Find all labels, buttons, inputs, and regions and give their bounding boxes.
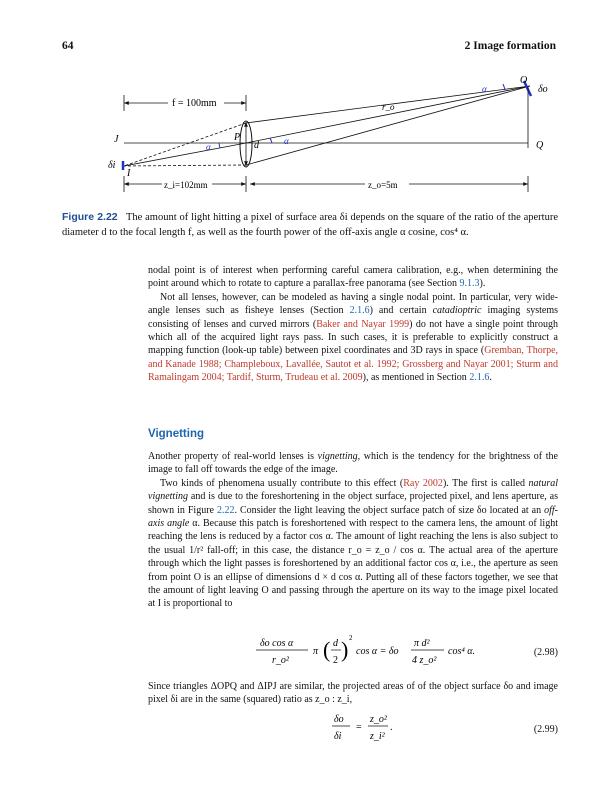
svg-text:2: 2 [333, 655, 338, 666]
ray-image-lower [124, 165, 246, 166]
svg-text:cos⁴ α.: cos⁴ α. [448, 646, 476, 657]
svg-text:δi: δi [334, 731, 342, 742]
svg-text:(: ( [323, 637, 331, 662]
running-header: 2 Image formation [464, 40, 556, 52]
section-heading-vignetting: Vignetting [148, 428, 205, 440]
ray-o-center [246, 86, 530, 143]
citation-ray[interactable]: Ray 2002 [403, 477, 443, 489]
svg-text:π d²: π d² [414, 638, 430, 649]
paragraph-single-nodal: Not all lenses, however, can be modeled as having a single nodal point. In particular, very wide-angle lenses such as fisheye lenses (Section 2.1.6) and certain catadioptric imaging systems consisting of lenses and curved mirrors (Baker and Nayar 1999) do not have a single point through which all of the acquired light rays pass. In such cases, it is preferable to explicitly construct a mapping function (look-up table) between pixel coordinates and 3D rays in space (Gremban, Thorpe, and Kanade 1988; Champleboux, Lavallée, Sautot et al. 1992; Grossberg and Nayar 2001; Sturm and Ramalingam 2004; Tardif, Sturm, Trudeau et al. 2009), as mentioned in Section 2.1.6. [148, 291, 559, 384]
citation-baker-nayar[interactable]: Baker and Nayar 1999 [316, 318, 410, 330]
page-number: 64 [62, 40, 74, 52]
svg-text:4 z_o²: 4 z_o² [412, 655, 437, 666]
figure-link-2-22[interactable]: 2.22 [216, 504, 235, 516]
section-link-9-1-3[interactable]: 9.1.3 [459, 278, 480, 290]
svg-text:): ) [341, 637, 349, 662]
caption-label: Figure 2.22 [62, 211, 118, 223]
alpha-arc-lens [270, 138, 272, 143]
alpha-arc-image [219, 143, 220, 148]
label-zo: z_o=5m [368, 180, 398, 190]
body-text-vignetting [148, 450, 558, 611]
label-O: O [520, 75, 528, 86]
svg-text:z_i²: z_i² [370, 731, 385, 742]
paragraph-similar-triangles: Since triangles ΔOPQ and ΔIPJ are similar, the projected areas of of the object surface δo and image pixel δi are in the same (squared) ratio as z_o : z_i, [148, 681, 558, 706]
svg-text:δo cos α: δo cos α [260, 638, 294, 649]
section-link-2-1-6b[interactable]: 2.1.6 [469, 372, 490, 384]
f-label: f = 100mm [172, 98, 217, 109]
label-zi: z_i=102mm [164, 180, 208, 190]
svg-text:2: 2 [349, 634, 353, 642]
equation-2-99 [328, 706, 418, 750]
ray-image-center [124, 143, 246, 166]
section-link-2-1-6[interactable]: 2.1.6 [349, 305, 370, 317]
paragraph-nodal-point: nodal point is of interest when performing careful camera calibration, e.g., when determining the point around which to rotate to capture a parallax-free panorama (see Section 9.1.3). [148, 265, 558, 290]
label-alpha-lens: α [284, 136, 289, 146]
label-P: P [234, 132, 241, 143]
svg-text:z_o²: z_o² [370, 714, 387, 725]
citation-list[interactable]: Gremban, Thorpe, and Kanade 1988; Champleboux, Lavallée, Sautot et al. 1992; Grossberg and Nayar 2001; Sturm and Ramalingam 2004; Tardif, Sturm, Trudeau et al. 2009 [148, 345, 559, 384]
label-d: d [254, 140, 259, 151]
svg-text:d: d [333, 638, 338, 649]
caption-text: The amount of light hitting a pixel of surface area δi depends on the square of the ratio of the aperture diameter d to the focal length f, as well as the fourth power of the off-axis angle α cosine, cos⁴ α. [62, 212, 558, 238]
svg-text:cos α = δo: cos α = δo [356, 646, 399, 657]
label-delta-o: δo [538, 84, 548, 95]
label-Q: Q [536, 140, 544, 151]
label-delta-i: δi [108, 160, 116, 171]
equation-2-98 [250, 630, 476, 670]
paragraph-natural-vignetting: Two kinds of phenomena usually contribute to this effect (Ray 2002). The first is called natural vignetting and is due to the foreshortening in the object surface, projected pixel, and lens aperture, as shown in Figure 2.22. Consider the light leaving the object surface patch of size δo located at an off-axis angle α. Because this patch is foreshortened with respect to the camera lens, the amount of light reaching the lens is reduced by a factor cos α. The amount of light reaching the lens is also subject to the usual 1/r² fall-off; in this case, the distance r_o = z_o / cos α. The actual area of the aperture through which the light passes is foreshortened by an additional factor cos α, i.e., the aperture as seen from point O is an ellipse of dimensions d × d cos α. Putting all of these factors together, we see that the amount of light leaving O and passing through the aperture on its way to the image pixel located at I is proportional to [148, 477, 558, 610]
ray-image-upper [124, 123, 246, 166]
body-text-top [148, 264, 558, 385]
paragraph-vignetting-intro: Another property of real-world lenses is vignetting, which is the tendency for the brightness of the image to fall off towards the edge of the image. [148, 451, 558, 476]
svg-text:r_o²: r_o² [272, 655, 289, 666]
equation-number-2-98: (2.98) [533, 647, 558, 658]
svg-text:π: π [313, 646, 319, 657]
label-alpha-object: α [482, 84, 487, 94]
label-I: I [127, 168, 131, 179]
svg-text:.: . [390, 722, 393, 733]
body-text-triangles [148, 680, 558, 707]
figure-caption [62, 210, 558, 240]
label-ro: r_o [382, 102, 395, 112]
label-J: J [114, 134, 119, 145]
figure-2-22-diagram [0, 0, 614, 205]
label-alpha-image: α [206, 142, 211, 152]
svg-text:δo: δo [334, 714, 344, 725]
svg-text:=: = [356, 722, 362, 733]
ray-o-lower [246, 86, 530, 165]
equation-number-2-99: (2.99) [533, 724, 558, 735]
